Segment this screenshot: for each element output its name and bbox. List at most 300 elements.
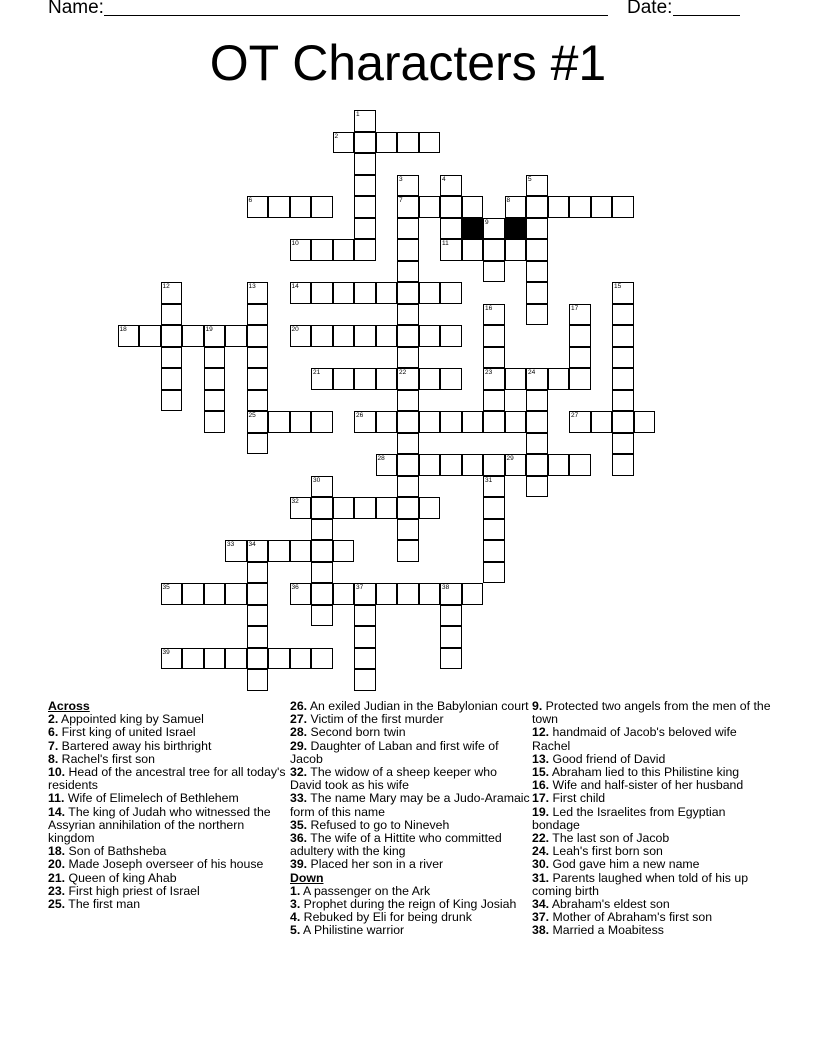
clue-number: 8. — [48, 751, 59, 766]
cell-number: 32 — [291, 498, 299, 505]
grid-cell[interactable] — [333, 132, 355, 154]
clue-number: 13. — [532, 751, 550, 766]
cell-number: 3 — [399, 175, 403, 183]
clue-text: The wife of a Hittite who committed adultery with the king — [290, 831, 502, 859]
grid-cell[interactable] — [483, 368, 505, 390]
grid-cell[interactable] — [247, 347, 269, 369]
grid-cell[interactable] — [612, 411, 634, 433]
grid-cell[interactable] — [440, 175, 462, 197]
grid-cell[interactable] — [505, 239, 527, 261]
down-heading: Down — [290, 870, 324, 885]
grid-cell[interactable] — [397, 304, 419, 326]
grid-cell[interactable] — [247, 605, 269, 627]
clue-number: 25. — [48, 897, 66, 912]
grid-cell[interactable] — [526, 476, 548, 498]
grid-cell[interactable] — [419, 325, 441, 347]
clue-text: The last son of Jacob — [549, 831, 670, 846]
grid-cell[interactable] — [419, 411, 441, 433]
clue-number: 7. — [48, 738, 59, 753]
grid-cell[interactable] — [591, 196, 613, 218]
clue-number: 19. — [532, 804, 550, 819]
grid-cell[interactable] — [397, 325, 419, 347]
cell-number: 33 — [227, 541, 235, 548]
clue-number: 33. — [290, 791, 308, 806]
grid-cell[interactable] — [397, 519, 419, 541]
cell-number: 19 — [205, 326, 213, 333]
grid-cell[interactable] — [247, 626, 269, 648]
clue-text: Refused to go to Nineveh — [307, 817, 450, 832]
grid-cell[interactable] — [311, 325, 333, 347]
grid-cell[interactable] — [526, 196, 548, 218]
grid-cell[interactable] — [483, 239, 505, 261]
grid-cell[interactable] — [376, 325, 398, 347]
clue-text: handmaid of Jacob's beloved wife Rachel — [532, 725, 737, 753]
grid-cell[interactable] — [247, 368, 269, 390]
grid-cell[interactable] — [204, 368, 226, 390]
grid-cell[interactable] — [440, 648, 462, 670]
grid-cell[interactable] — [397, 261, 419, 283]
cell-number: 14 — [291, 283, 299, 290]
grid-cell[interactable] — [612, 347, 634, 369]
cell-number: 17 — [571, 304, 579, 312]
grid-cell[interactable] — [204, 325, 226, 347]
grid-cell[interactable] — [311, 605, 333, 627]
clue-text: Made Joseph overseer of his house — [65, 857, 264, 872]
grid-cell[interactable] — [462, 411, 484, 433]
grid-cell[interactable] — [612, 304, 634, 326]
grid-cell[interactable] — [290, 583, 312, 605]
grid-cell[interactable] — [483, 454, 505, 476]
grid-cell[interactable] — [569, 196, 591, 218]
clue-text: Son of Bathsheba — [65, 844, 167, 859]
grid-cell[interactable] — [290, 648, 312, 670]
grid-cell[interactable] — [290, 196, 312, 218]
grid-cell[interactable] — [376, 282, 398, 304]
clue-number: 5. — [290, 923, 301, 938]
grid-cell[interactable] — [311, 239, 333, 261]
grid-cell[interactable] — [333, 325, 355, 347]
grid-cell[interactable] — [290, 411, 312, 433]
clue-number: 10. — [48, 765, 66, 780]
clue-number: 1. — [290, 883, 301, 898]
cell-number: 1 — [356, 111, 360, 118]
grid-cell[interactable] — [397, 497, 419, 519]
grid-cell[interactable] — [397, 411, 419, 433]
grid-cell[interactable] — [311, 368, 333, 390]
grid-cell[interactable] — [569, 304, 591, 326]
grid-cell[interactable] — [161, 347, 183, 369]
clue-text: Wife and half-sister of her husband — [549, 778, 744, 793]
cell-number: 35 — [162, 584, 170, 591]
cell-number: 4 — [442, 175, 446, 183]
cell-number: 21 — [313, 369, 321, 376]
cell-number: 7 — [399, 197, 403, 204]
grid-cell[interactable] — [462, 196, 484, 218]
grid-cell[interactable] — [462, 239, 484, 261]
grid-cell[interactable] — [225, 648, 247, 670]
grid-cell[interactable] — [161, 304, 183, 326]
grid-cell[interactable] — [204, 390, 226, 412]
grid-cell[interactable] — [505, 368, 527, 390]
grid-cell[interactable] — [419, 497, 441, 519]
cell-number: 36 — [291, 584, 299, 591]
grid-cell[interactable] — [397, 218, 419, 240]
grid-cell[interactable] — [591, 411, 613, 433]
grid-cell[interactable] — [354, 282, 376, 304]
grid-cell[interactable] — [526, 261, 548, 283]
grid-cell[interactable] — [247, 390, 269, 412]
cell-number: 5 — [528, 175, 532, 183]
grid-cell[interactable] — [483, 476, 505, 498]
grid-cell[interactable] — [182, 583, 204, 605]
clue-number: 18. — [48, 844, 66, 859]
grid-cell[interactable] — [376, 132, 398, 154]
grid-cell[interactable] — [247, 304, 269, 326]
grid-cell[interactable] — [311, 583, 333, 605]
grid-cell[interactable] — [612, 454, 634, 476]
clue-column-3 — [532, 700, 772, 938]
grid-cell[interactable] — [397, 239, 419, 261]
grid-cell[interactable] — [290, 282, 312, 304]
clue-number: 26. — [290, 699, 308, 713]
grid-cell[interactable] — [311, 519, 333, 541]
clue-number: 3. — [290, 897, 301, 912]
grid-cell[interactable] — [569, 454, 591, 476]
grid-cell[interactable] — [376, 454, 398, 476]
grid-cell[interactable] — [440, 218, 462, 240]
cell-number: 31 — [485, 476, 493, 484]
grid-cell[interactable] — [118, 325, 140, 347]
grid-cell[interactable] — [440, 239, 462, 261]
clue-number: 9. — [532, 699, 543, 713]
clue-text: Mother of Abraham's first son — [549, 910, 713, 925]
grid-cell[interactable] — [440, 626, 462, 648]
grid-cell[interactable] — [419, 282, 441, 304]
grid-cell[interactable] — [634, 411, 656, 433]
grid-cell[interactable] — [311, 540, 333, 562]
black-square — [462, 218, 484, 240]
grid-cell[interactable] — [440, 196, 462, 218]
grid-cell[interactable] — [569, 368, 591, 390]
grid-cell[interactable] — [268, 411, 290, 433]
grid-cell[interactable] — [290, 325, 312, 347]
grid-cell[interactable] — [440, 454, 462, 476]
clue-column-1 — [48, 700, 288, 911]
grid-cell[interactable] — [397, 175, 419, 197]
clue-text: Leah's first born son — [549, 844, 663, 859]
grid-cell[interactable] — [526, 304, 548, 326]
grid-cell[interactable] — [311, 648, 333, 670]
grid-cell[interactable] — [483, 347, 505, 369]
grid-cell[interactable] — [354, 648, 376, 670]
grid-cell[interactable] — [354, 325, 376, 347]
grid-cell[interactable] — [333, 282, 355, 304]
grid-cell[interactable] — [311, 562, 333, 584]
clue — [290, 858, 530, 871]
grid-cell[interactable] — [376, 411, 398, 433]
clue-text: Good friend of David — [549, 751, 666, 766]
grid-cell[interactable] — [526, 175, 548, 197]
cell-number: 38 — [442, 584, 450, 591]
grid-cell[interactable] — [483, 325, 505, 347]
clue — [48, 806, 288, 846]
clue-text: Abraham's eldest son — [549, 897, 670, 912]
grid-cell[interactable] — [290, 497, 312, 519]
grid-cell[interactable] — [333, 497, 355, 519]
grid-cell[interactable] — [462, 454, 484, 476]
grid-cell[interactable] — [354, 583, 376, 605]
grid-cell[interactable] — [333, 368, 355, 390]
grid-cell[interactable] — [440, 325, 462, 347]
cell-number: 34 — [248, 541, 256, 548]
grid-cell[interactable] — [225, 325, 247, 347]
clue-number: 29. — [290, 738, 308, 753]
grid-cell[interactable] — [483, 390, 505, 412]
grid-cell[interactable] — [569, 347, 591, 369]
grid-cell[interactable] — [333, 540, 355, 562]
grid-cell[interactable] — [161, 368, 183, 390]
grid-cell[interactable] — [483, 497, 505, 519]
grid-cell[interactable] — [311, 282, 333, 304]
cell-number: 22 — [399, 369, 407, 376]
puzzle-title: OT Characters #1 — [209, 35, 607, 91]
grid-cell[interactable] — [268, 196, 290, 218]
grid-cell[interactable] — [612, 196, 634, 218]
grid-cell[interactable] — [139, 325, 161, 347]
clue-text: First king of united Israel — [58, 725, 196, 740]
grid-cell[interactable] — [247, 648, 269, 670]
grid-cell[interactable] — [483, 411, 505, 433]
grid-cell[interactable] — [612, 282, 634, 304]
grid-cell[interactable] — [483, 304, 505, 326]
clue-number: 14. — [48, 804, 66, 819]
clue-number: 24. — [532, 844, 550, 859]
grid-cell[interactable] — [376, 497, 398, 519]
clue-text: Prophet during the reign of King Josiah — [300, 897, 517, 912]
grid-cell[interactable] — [462, 583, 484, 605]
grid-cell[interactable] — [290, 540, 312, 562]
grid-cell[interactable] — [440, 605, 462, 627]
cell-number: 39 — [162, 648, 170, 656]
grid-cell[interactable] — [505, 196, 527, 218]
grid-cell[interactable] — [161, 282, 183, 304]
grid-cell[interactable] — [483, 540, 505, 562]
grid-cell[interactable] — [333, 583, 355, 605]
clue — [48, 766, 288, 792]
name-label: Name: — [48, 0, 104, 18]
grid-cell[interactable] — [548, 454, 570, 476]
grid-cell[interactable] — [354, 132, 376, 154]
grid-cell[interactable] — [354, 175, 376, 197]
grid-cell[interactable] — [311, 476, 333, 498]
clue-number: 12. — [532, 725, 550, 740]
grid-cell[interactable] — [311, 196, 333, 218]
grid-cell[interactable] — [419, 132, 441, 154]
clue — [532, 806, 772, 832]
clue-text: Rachel's first son — [58, 751, 155, 766]
grid-cell[interactable] — [204, 648, 226, 670]
grid-cell[interactable] — [290, 239, 312, 261]
clue — [48, 898, 288, 911]
grid-cell[interactable] — [440, 282, 462, 304]
grid-cell[interactable] — [247, 562, 269, 584]
clue — [290, 792, 530, 818]
clue-text: Rebuked by Eli for being drunk — [300, 910, 472, 925]
grid-cell[interactable] — [354, 218, 376, 240]
grid-cell[interactable] — [397, 347, 419, 369]
grid-cell[interactable] — [247, 583, 269, 605]
grid-cell[interactable] — [397, 433, 419, 455]
grid-cell[interactable] — [526, 454, 548, 476]
black-square — [505, 218, 527, 240]
grid-cell[interactable] — [354, 368, 376, 390]
clue — [290, 832, 530, 858]
grid-cell[interactable] — [161, 648, 183, 670]
grid-cell[interactable] — [440, 583, 462, 605]
clue-text: Placed her son in a river — [307, 857, 444, 872]
clue-number: 23. — [48, 883, 66, 898]
grid-cell[interactable] — [397, 282, 419, 304]
grid-cell[interactable] — [204, 347, 226, 369]
grid-cell[interactable] — [505, 454, 527, 476]
cell-number: 18 — [119, 326, 127, 333]
grid-cell[interactable] — [247, 325, 269, 347]
grid-cell[interactable] — [612, 433, 634, 455]
grid-cell[interactable] — [483, 562, 505, 584]
clue-text: Daughter of Laban and first wife of Jacob — [290, 738, 499, 766]
clue-number: 20. — [48, 857, 66, 872]
clue-text: Wife of Elimelech of Bethlehem — [64, 791, 239, 806]
grid-cell[interactable] — [161, 325, 183, 347]
grid-cell[interactable] — [419, 454, 441, 476]
clue-text: Queen of king Ahab — [65, 870, 177, 885]
grid-cell[interactable] — [569, 411, 591, 433]
grid-cell[interactable] — [397, 476, 419, 498]
grid-cell[interactable] — [247, 411, 269, 433]
grid-cell[interactable] — [354, 239, 376, 261]
grid-cell[interactable] — [526, 433, 548, 455]
grid-cell[interactable] — [354, 153, 376, 175]
clue-number: 27. — [290, 712, 308, 727]
grid-cell[interactable] — [612, 368, 634, 390]
grid-cell[interactable] — [419, 583, 441, 605]
grid-cell[interactable] — [247, 196, 269, 218]
cell-number: 2 — [334, 132, 339, 140]
grid-cell[interactable] — [247, 433, 269, 455]
clue-number: 32. — [290, 765, 308, 780]
grid-cell[interactable] — [182, 325, 204, 347]
date-label: Date: — [627, 0, 673, 18]
grid-cell[interactable] — [483, 261, 505, 283]
grid-cell[interactable] — [612, 325, 634, 347]
grid-cell[interactable] — [397, 583, 419, 605]
cell-number: 20 — [291, 326, 299, 333]
grid-cell[interactable] — [268, 540, 290, 562]
grid-cell[interactable] — [397, 196, 419, 218]
grid-cell[interactable] — [505, 411, 527, 433]
grid-cell[interactable] — [161, 390, 183, 412]
cell-number: 24 — [528, 369, 536, 376]
grid-cell[interactable] — [419, 368, 441, 390]
grid-cell[interactable] — [397, 454, 419, 476]
grid-cell[interactable] — [548, 196, 570, 218]
grid-cell[interactable] — [440, 368, 462, 390]
grid-cell[interactable] — [526, 282, 548, 304]
clue — [290, 740, 530, 766]
grid-cell[interactable] — [268, 648, 290, 670]
clue-number: 16. — [532, 778, 550, 793]
grid-cell[interactable] — [311, 497, 333, 519]
grid-cell[interactable] — [225, 583, 247, 605]
clue-text: Led the Israelites from Egyptian bondage — [532, 804, 726, 832]
clue — [532, 726, 772, 752]
grid-cell[interactable] — [354, 669, 376, 691]
grid-cell[interactable] — [548, 368, 570, 390]
grid-cell[interactable] — [204, 583, 226, 605]
grid-cell[interactable] — [440, 411, 462, 433]
clue-text: The king of Judah who witnessed the Assyrian annihilation of the northern kingdom — [48, 804, 271, 846]
grid-cell[interactable] — [204, 411, 226, 433]
grid-cell[interactable] — [483, 218, 505, 240]
cell-number: 25 — [248, 412, 256, 419]
clue-number: 38. — [532, 923, 550, 938]
grid-cell[interactable] — [397, 540, 419, 562]
clue-text: Bartered away his birthright — [58, 738, 212, 753]
grid-cell[interactable] — [311, 411, 333, 433]
grid-cell[interactable] — [161, 583, 183, 605]
grid-cell[interactable] — [354, 196, 376, 218]
grid-cell[interactable] — [376, 583, 398, 605]
grid-cell[interactable] — [354, 626, 376, 648]
clue-text: The widow of a sheep keeper who David took as his wife — [290, 765, 497, 793]
grid-cell[interactable] — [247, 282, 269, 304]
grid-cell[interactable] — [354, 411, 376, 433]
grid-cell[interactable] — [247, 669, 269, 691]
grid-cell[interactable] — [397, 132, 419, 154]
grid-cell[interactable] — [397, 368, 419, 390]
grid-cell[interactable] — [225, 540, 247, 562]
grid-cell[interactable] — [354, 605, 376, 627]
clue-number: 36. — [290, 831, 308, 846]
grid-cell[interactable] — [612, 390, 634, 412]
grid-cell[interactable] — [333, 239, 355, 261]
grid-cell[interactable] — [526, 218, 548, 240]
grid-cell[interactable] — [397, 390, 419, 412]
grid-cell[interactable] — [526, 368, 548, 390]
grid-cell[interactable] — [354, 110, 376, 132]
clue-number: 6. — [48, 725, 59, 740]
clue-number: 37. — [532, 910, 550, 925]
grid-cell[interactable] — [526, 390, 548, 412]
clue-text: The name Mary may be a Judo-Aramaic form of this name — [290, 791, 530, 819]
grid-cell[interactable] — [569, 325, 591, 347]
grid-cell[interactable] — [354, 497, 376, 519]
grid-cell[interactable] — [247, 540, 269, 562]
grid-cell[interactable] — [182, 648, 204, 670]
grid-cell[interactable] — [419, 196, 441, 218]
clue-text: Head of the ancestral tree for all today's residents — [48, 765, 286, 793]
clue-number: 11. — [48, 791, 65, 806]
clue-number: 31. — [532, 870, 550, 885]
grid-cell[interactable] — [483, 519, 505, 541]
grid-cell[interactable] — [376, 368, 398, 390]
clue-number: 35. — [290, 817, 308, 832]
grid-cell[interactable] — [526, 239, 548, 261]
clue-number: 34. — [532, 897, 550, 912]
clue-number: 21. — [48, 870, 66, 885]
grid-cell[interactable] — [526, 411, 548, 433]
clue-text: Married a Moabitess — [549, 923, 664, 938]
